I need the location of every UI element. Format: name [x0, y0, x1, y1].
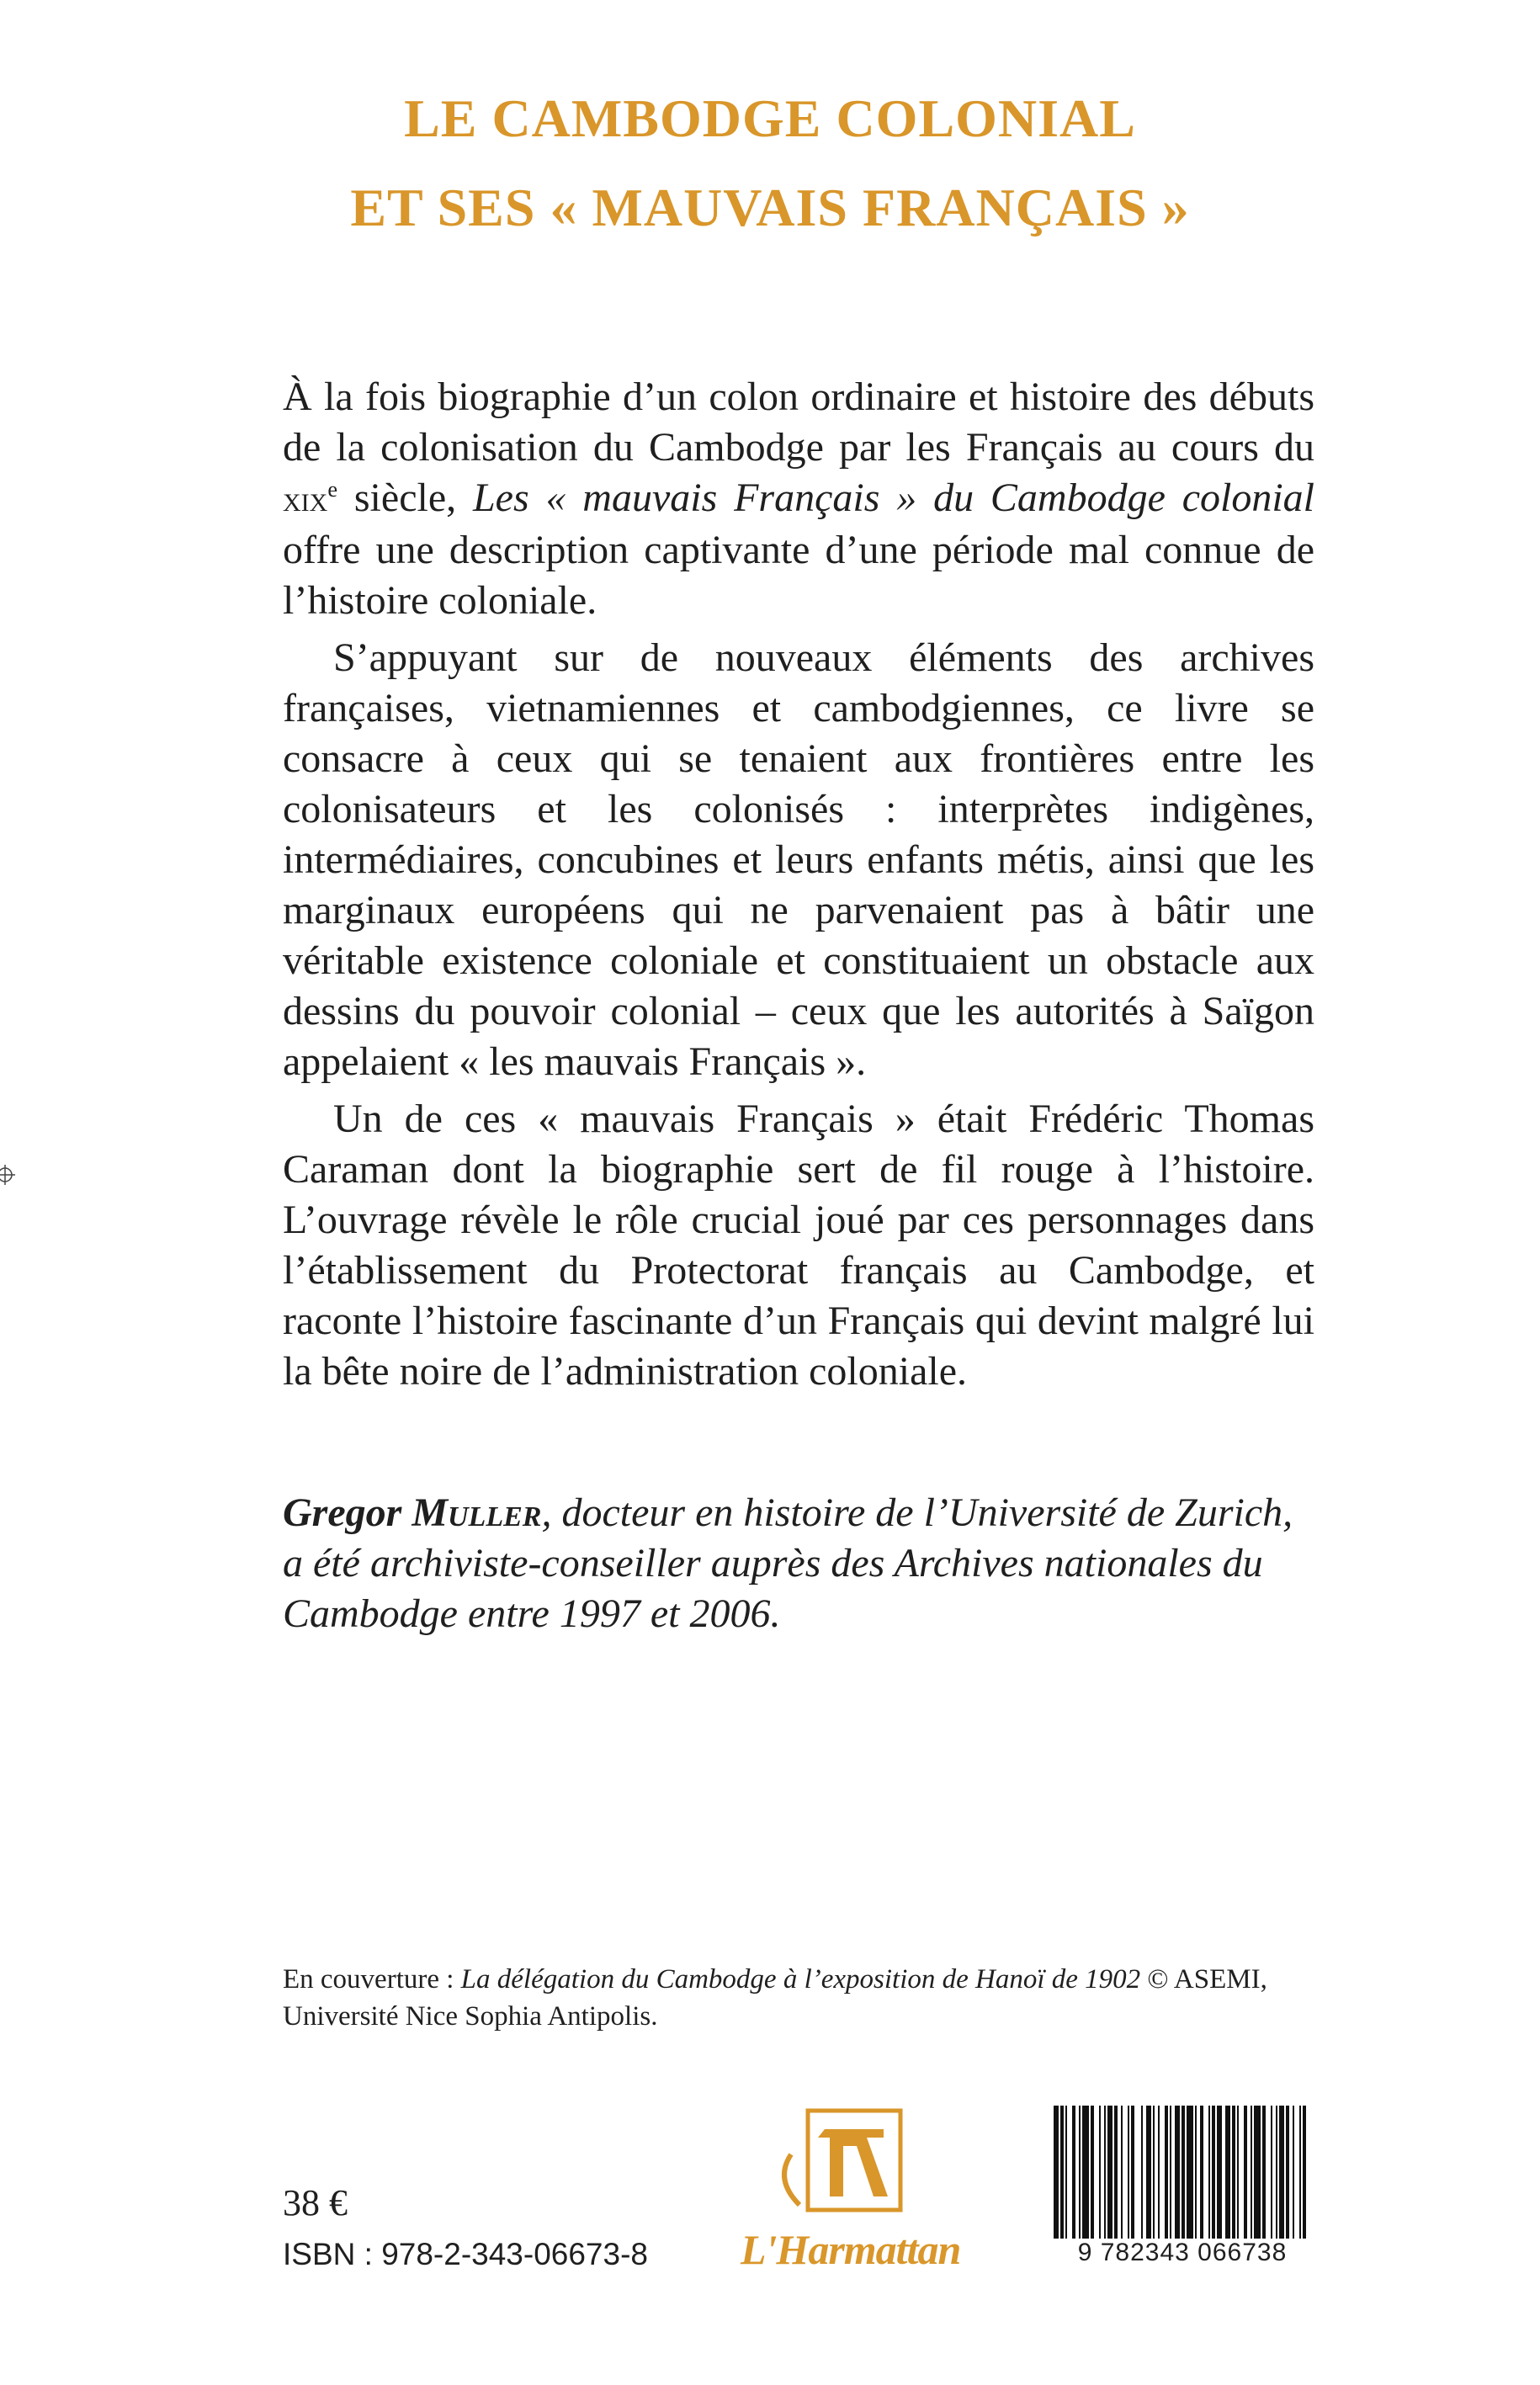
barcode-bar [1054, 2106, 1059, 2240]
barcode-bar [1121, 2106, 1123, 2240]
barcode-bar [1195, 2106, 1197, 2240]
barcode-bar [1114, 2106, 1118, 2240]
barcode-bar [1082, 2106, 1089, 2240]
barcode-bar [1293, 2106, 1294, 2240]
barcode-bar [1244, 2106, 1247, 2240]
publisher-name: L'Harmattan [741, 2226, 961, 2273]
barcode-bar [1212, 2106, 1215, 2240]
barcode [1050, 2106, 1314, 2274]
barcode-bar [1225, 2106, 1230, 2240]
price: 38 € [283, 2182, 348, 2223]
summary-paragraph-1: À la fois biographie d’un colon ordinaire et histoire des débuts de la colonisation du Cambodge par les Français au cours du xix$^e$ siècle, Les « mauvais Français » du Cambodge colonial offre une description captivante d’une période mal connue de l’histoire coloniale. [283, 374, 1315, 623]
barcode-icon [1050, 2106, 1314, 2249]
barcode-bar [1232, 2106, 1235, 2240]
summary-paragraph-2: S’appuyant sur de nouveaux éléments des archives françaises, vietnamiennes et cambodgiennes, ce livre se consacre à ceux qui se tenaient aux frontières entre les colonisateurs et les colonisés : interprètes indigènes, intermédiaires, concubines et leurs enfants métis, ainsi que les marginaux européens qui ne parvenaient pas à bâtir une véritable existence coloniale et constituaient un obstacle aux dessins du pouvoir colonial – ceux que les autorités à Saïgon appelaient « les mauvais Français ». [283, 635, 1314, 1084]
barcode-bar [1107, 2106, 1113, 2240]
author-name: Gregor Muller [283, 1490, 542, 1535]
barcode-bar [1200, 2106, 1203, 2240]
barcode-bar [1279, 2106, 1284, 2240]
barcode-bar [1104, 2106, 1106, 2240]
barcode-bar [1072, 2106, 1075, 2240]
barcode-bar [1165, 2106, 1168, 2240]
barcode-bar [1153, 2106, 1155, 2240]
barcode-bar [1187, 2106, 1193, 2240]
barcode-bar [1254, 2106, 1261, 2240]
book-title-line-1: LE CAMBODGE COLONIAL [404, 88, 1136, 148]
summary [283, 372, 1314, 1397]
book-title-italic: Les « mauvais Français » du Cambodge colonial [472, 475, 1315, 520]
barcode-digits: 9 782343 066738 [1050, 2239, 1314, 2267]
barcode-bar [1128, 2106, 1129, 2240]
barcode-bar [1099, 2106, 1101, 2240]
barcode-bar [1158, 2106, 1160, 2240]
barcode-bar [1141, 2106, 1143, 2240]
summary-paragraph-3: Un de ces « mauvais Français » était Frédéric Thomas Caraman dont la biographie sert de fil rouge à l’histoire. L’ouvrage révèle le rôle crucial joué par ces personnages dans l’établissement du Protectorat français au Cambodge, et raconte l’histoire fascinante d’un Français qui devint malgré lui la bête noire de l’administration coloniale. [283, 1097, 1314, 1394]
cover-credit: En couverture : La délégation du Cambodge à l’exposition de Hanoï de 1902 © ASEMI, Université Nice Sophia Antipolis. [283, 1964, 1267, 2032]
barcode-bar [1175, 2106, 1180, 2240]
isbn: ISBN : 978-2-343-06673-8 [283, 2237, 648, 2271]
barcode-bar [1299, 2106, 1301, 2240]
barcode-bar [1182, 2106, 1185, 2240]
barcode-bar [1091, 2106, 1094, 2240]
barcode-bar [1276, 2106, 1277, 2240]
barcode-bar [1131, 2106, 1134, 2240]
barcode-bar [1271, 2106, 1272, 2240]
registration-mark-icon [0, 1165, 15, 1185]
barcode-bar [1170, 2106, 1171, 2240]
barcode-bar [1262, 2106, 1266, 2240]
barcode-bar [1303, 2106, 1306, 2240]
publisher-logo [741, 2104, 961, 2273]
barcode-bar [1146, 2106, 1151, 2240]
barcode-bar [1065, 2106, 1067, 2240]
barcode-bar [1060, 2106, 1064, 2240]
barcode-bar [1208, 2106, 1210, 2240]
publisher-logo-icon [741, 2104, 951, 2222]
book-title-line-2: ET SES « MAUVAIS FRANÇAIS » [350, 178, 1190, 237]
author-bio: Gregor Muller, docteur en histoire de l’Université de Zurich, a été archiviste-conseiller auprès des Archives nationales du Cambodge entre 1997 et 2006. [283, 1490, 1293, 1636]
barcode-bar [1251, 2106, 1252, 2240]
barcode-bar [1286, 2106, 1289, 2240]
barcode-bar [1079, 2106, 1081, 2240]
barcode-bar [1237, 2106, 1239, 2240]
barcode-bar [1217, 2106, 1222, 2240]
